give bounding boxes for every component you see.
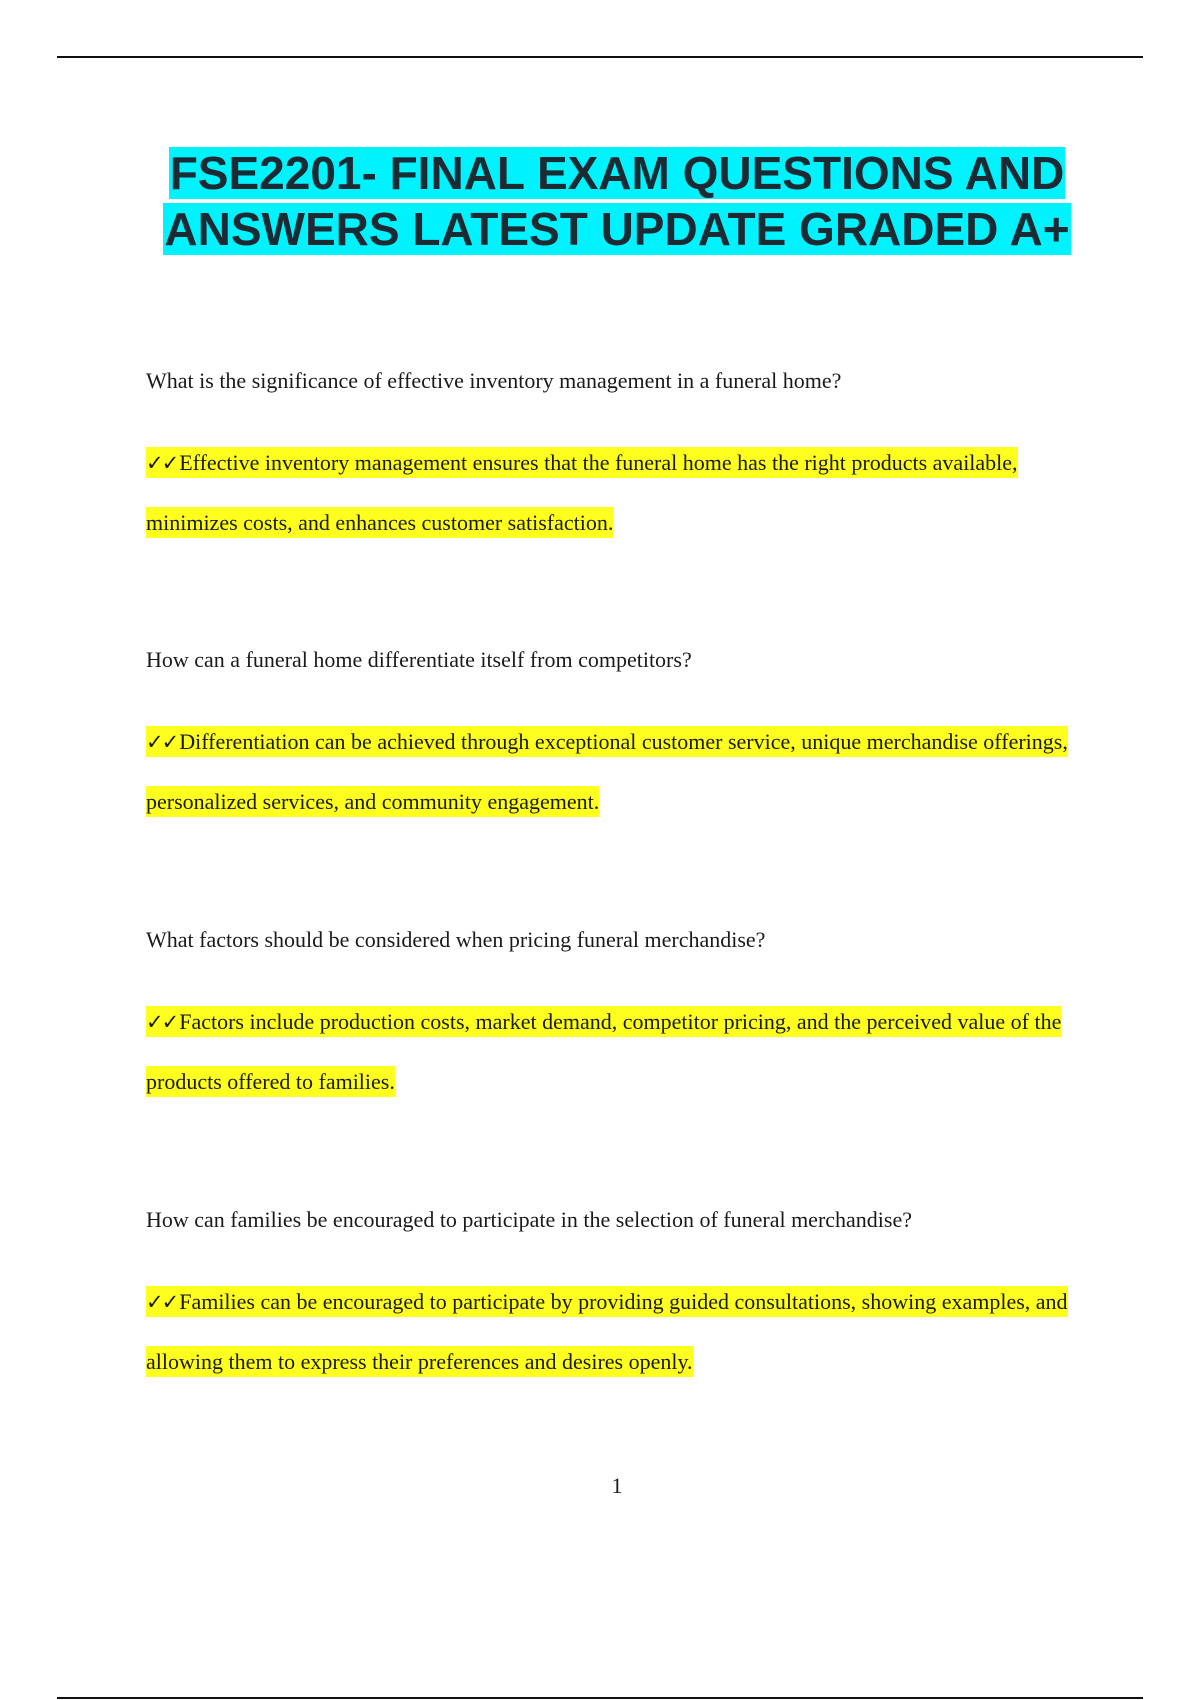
double-check-icon: ✓✓ (146, 1290, 178, 1314)
double-check-icon: ✓✓ (146, 1010, 178, 1034)
qa-item (146, 646, 1086, 832)
answer-text: Effective inventory management ensures that the funeral home has the right products available, minimizes costs, and enhances customer satisfaction. (146, 450, 1018, 535)
document-title-text: FSE2201- FINAL EXAM QUESTIONS AND ANSWERS LATEST UPDATE GRADED A+ (164, 147, 1070, 255)
question-text: What is the significance of effective inventory management in a funeral home? (146, 368, 842, 393)
answer-block (146, 992, 1086, 1112)
answer-text: Differentiation can be achieved through exceptional customer service, unique merchandise offerings, personalized services, and community engagement. (146, 729, 1068, 814)
answer-highlight (146, 726, 1068, 817)
double-check-icon: ✓✓ (146, 730, 178, 754)
header-rule (57, 56, 1143, 58)
double-check-icon: ✓✓ (146, 451, 178, 475)
document-title (100, 145, 1134, 257)
answer-block (146, 433, 1086, 553)
answer-highlight (146, 447, 1018, 538)
answer-highlight (146, 1006, 1061, 1097)
answer-highlight (146, 1286, 1068, 1377)
qa-item (146, 1206, 1086, 1392)
answer-text: Families can be encouraged to participate by providing guided consultations, showing examples, and allowing them to express their preferences and desires openly. (146, 1289, 1068, 1374)
answer-block (146, 712, 1086, 832)
question-text: How can a funeral home differentiate itself from competitors? (146, 647, 692, 672)
qa-item (146, 367, 1086, 553)
answer-block (146, 1272, 1086, 1392)
footer-rule (57, 1697, 1143, 1699)
qa-item (146, 926, 1086, 1112)
question-text: How can families be encouraged to participate in the selection of funeral merchandise? (146, 1207, 913, 1232)
question-text: What factors should be considered when pricing funeral merchandise? (146, 927, 766, 952)
page-number: 1 (611, 1473, 623, 1498)
answer-text: Factors include production costs, market demand, competitor pricing, and the perceived value of the products offered to families. (146, 1009, 1062, 1094)
